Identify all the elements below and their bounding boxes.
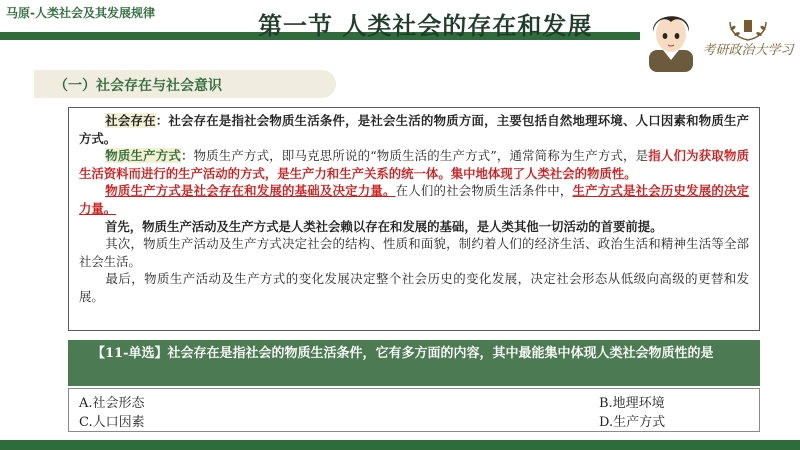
paragraph-production-mode: 物质生产方式：物质生产方式，即马克思所说的“物质生活的生产方式”，通常简称为生产方式，是指人们为获取物质生活资料而进行的生产活动的方式，是生产力和生产关系的统一体。集中地体现了人类社会的物质性。 — [79, 148, 750, 181]
term-production-mode: 物质生产方式 — [105, 148, 181, 164]
plain-production-mode: 物质生产方式，即马克思所说的“物质生活的生产方式”，通常简称为生产方式，是 — [193, 148, 649, 164]
question-text: 【11-单选】社会存在是指社会的物质生活条件，它有多方面的内容，其中最能集中体现人类社会物质性的是 — [92, 346, 714, 361]
red-history-force: 生产方式是社会历史发展的决定力量。 — [79, 183, 750, 216]
brand-logo — [700, 14, 796, 58]
course-label: 马原-人类社会及其发展规律 — [6, 6, 155, 20]
question-box — [68, 340, 760, 386]
option-b[interactable]: B.地理环境 — [599, 396, 665, 411]
bottom-bar — [0, 440, 800, 450]
page-title: 第一节 人类社会的存在和发展 — [258, 12, 593, 40]
paragraph-social-existence: 社会存在：社会存在是指社会物质生活条件，是社会生活的物质方面，主要包括自然地理环境、人口因素和物质生产方式。 — [79, 113, 750, 146]
paragraph-first: 首先，物质生产活动及生产方式是人类社会赖以存在和发展的基础，是人类其他一切活动的首要前提。 — [105, 218, 663, 234]
paragraph-decisive-force — [79, 182, 749, 217]
avatar — [641, 6, 701, 72]
option-d[interactable]: D.生产方式 — [599, 415, 666, 430]
term-social-existence: 社会存在 — [105, 113, 156, 128]
plain-decisive-force: 在人们的社会物质生活条件中， — [395, 183, 573, 199]
section-tab — [34, 70, 336, 98]
def-social-existence: 社会存在是指社会物质生活条件，是社会生活的物质方面，主要包括自然地理环境、人口因素和物质生产方式。 — [79, 113, 750, 146]
red-production-mode: 指人们为获取物质生活资料而进行的生产活动的方式，是生产力和生产关系的统一体。集中地体现了人类社会的物质性。 — [79, 148, 750, 181]
section-label: （一）社会存在与社会意识 — [54, 78, 222, 94]
option-c[interactable]: C.人口因素 — [79, 415, 145, 430]
laurel-icon — [700, 14, 796, 42]
content-box — [68, 107, 760, 331]
option-a[interactable]: A.社会形态 — [79, 396, 145, 411]
options-box — [68, 388, 760, 432]
red-decisive-force: 物质生产方式是社会存在和发展的基础及决定力量。 — [105, 183, 396, 199]
brand-text: 考研政治大学习 — [702, 43, 794, 58]
paragraph-third: 最后，物质生产活动及生产方式的变化发展决定整个社会历史的变化发展，决定社会形态从低级向高级的更替和发展。 — [79, 271, 749, 304]
paragraph-second: 其次，物质生产活动及生产方式决定社会的结构、性质和面貌，制约着人们的经济生活、政治生活和精神生活等全部社会生活。 — [79, 236, 749, 269]
